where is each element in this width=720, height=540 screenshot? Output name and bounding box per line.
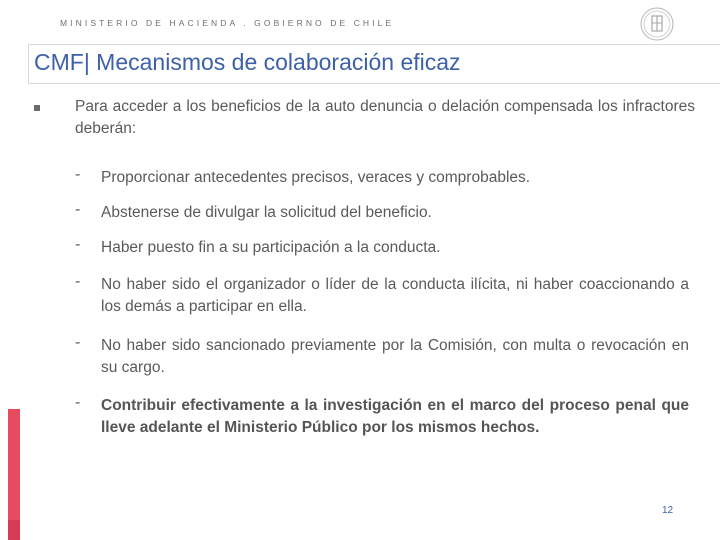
intro-paragraph: Para acceder a los beneficios de la auto denuncia o delación compensada los infractores deberán: bbox=[75, 98, 695, 137]
government-seal-icon bbox=[638, 4, 676, 44]
item-dash: - bbox=[75, 166, 81, 183]
list-item: Proporcionar antecedentes precisos, veraces y comprobables. bbox=[101, 169, 531, 186]
list-item-emphasis: Contribuir efectivamente a la investigación en el marco del proceso penal que lleve adelante el Ministerio Público por los mismos hechos. bbox=[101, 397, 689, 436]
list-item: No haber sido el organizador o líder de la conducta ilícita, ni haber coaccionando a los demás a participar en ella. bbox=[101, 276, 689, 315]
page-number: 12 bbox=[662, 505, 674, 516]
item-dash: - bbox=[75, 394, 81, 411]
ministry-header: MINISTERIO DE HACIENDA . GOBIERNO DE CHILE bbox=[60, 18, 395, 28]
slide-title: CMF| Mecanismos de colaboración eficaz bbox=[34, 49, 461, 75]
item-dash: - bbox=[75, 273, 81, 290]
item-dash: - bbox=[75, 334, 81, 351]
square-bullet-icon bbox=[34, 105, 40, 111]
left-accent-bar-bottom bbox=[8, 520, 20, 540]
item-dash: - bbox=[75, 201, 81, 218]
list-item: No haber sido sancionado previamente por la Comisión, con multa o revocación en su cargo. bbox=[101, 337, 689, 376]
item-dash: - bbox=[75, 236, 81, 253]
list-item: Abstenerse de divulgar la solicitud del beneficio. bbox=[101, 204, 432, 221]
list-item: Haber puesto fin a su participación a la conducta. bbox=[101, 239, 441, 256]
